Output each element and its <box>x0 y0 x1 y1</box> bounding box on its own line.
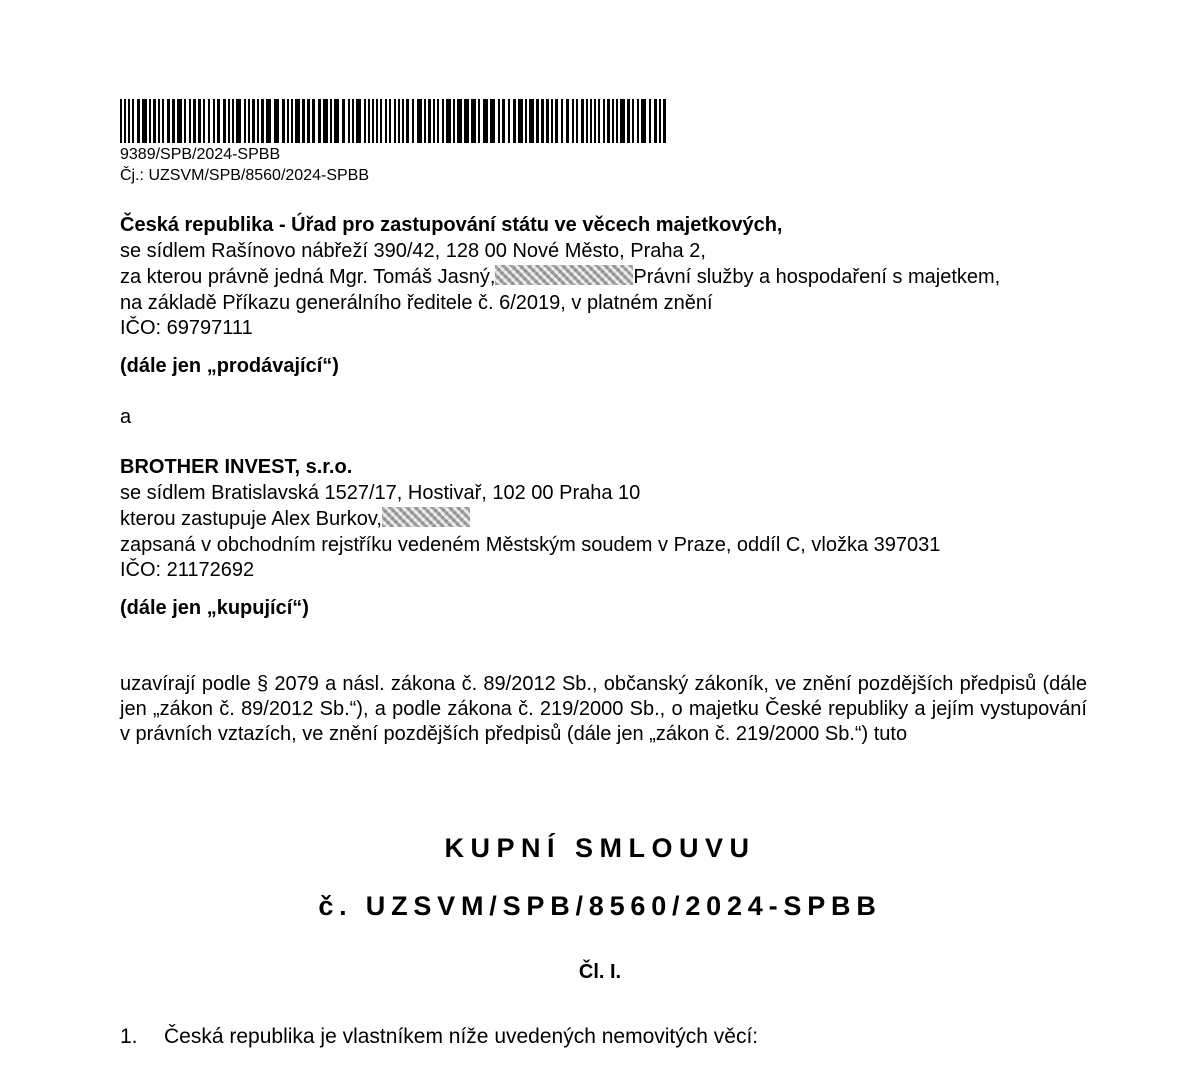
barcode-bar <box>536 99 539 143</box>
seller-name: Česká republika - Úřad pro zastupování státu ve věcech majetkových, <box>120 214 783 236</box>
buyer-seat: se sídlem Bratislavská 1527/17, Hostivař, 102 00 Praha 10 <box>120 482 641 504</box>
barcode-bar <box>546 99 549 143</box>
barcode-bar <box>193 99 196 143</box>
reference-number: Čj.: UZSVM/SPB/8560/2024-SPBB <box>120 167 369 184</box>
barcode-bar <box>612 99 614 143</box>
barcode-bar <box>581 99 584 143</box>
barcode-bar <box>620 99 625 143</box>
barcode-bar <box>632 99 634 143</box>
barcode-bar <box>412 99 414 143</box>
barcode-bar <box>525 99 527 143</box>
barcode-bar <box>244 99 246 143</box>
barcode-bar <box>177 99 182 143</box>
barcode-bar <box>198 99 201 143</box>
barcode-bar <box>453 99 455 143</box>
barcode-bar <box>149 99 151 143</box>
contract-number: č. UZSVM/SPB/8560/2024-SPBB <box>318 891 882 921</box>
barcode-bar <box>137 99 140 143</box>
barcode-bar <box>318 99 321 143</box>
seller-representative-prefix: za kterou právně jedná Mgr. Tomáš Jasný, <box>120 266 496 288</box>
barcode-bar <box>372 99 374 143</box>
barcode-bar <box>307 99 310 143</box>
barcode-bar <box>576 99 578 143</box>
barcode-bar <box>330 99 332 143</box>
barcode-bar <box>356 99 361 143</box>
barcode-bar <box>217 99 220 143</box>
barcode-bar <box>132 99 134 143</box>
barcode <box>120 99 668 143</box>
barcode-bar <box>566 99 569 143</box>
barcode-bar <box>529 99 534 143</box>
barcode-bar <box>342 99 345 143</box>
barcode-bar <box>172 99 175 143</box>
barcode-bar <box>124 99 126 143</box>
redacted-area <box>382 507 470 527</box>
barcode-bar <box>153 99 156 143</box>
seller-authority: na základě Příkazu generálního ředitele č. 6/2019, v platném znění <box>120 292 713 314</box>
contract-title: KUPNÍ SMLOUVU <box>444 833 756 863</box>
barcode-bar <box>167 99 170 143</box>
barcode-bar <box>594 99 596 143</box>
barcode-bar <box>398 99 400 143</box>
barcode-bar <box>376 99 378 143</box>
barcode-bar <box>120 99 122 143</box>
barcode-bar <box>649 99 651 143</box>
barcode-bar <box>158 99 160 143</box>
barcode-bar <box>433 99 435 143</box>
barcode-bar <box>572 99 574 143</box>
barcode-bar <box>162 99 164 143</box>
barcode-bar <box>490 99 495 143</box>
barcode-bar <box>541 99 544 143</box>
seller-representative <box>120 265 1000 289</box>
preamble-paragraph: uzavírají podle § 2079 a násl. zákona č. 89/2012 Sb., občanský zákoník, ve znění pozdějších předpisů (dále jen „zákon č. 89/2012 Sb.“), a podle zákona č. 219/2000 Sb., o majetku České republiky a jejím vystupování v právních vztazích, ve znění pozdějších předpisů (dále jen „zákon č. 219/2000 Sb.“) tuto <box>120 673 1087 745</box>
barcode-bar <box>424 99 426 143</box>
barcode-bar <box>394 99 396 143</box>
barcode-bar <box>364 99 366 143</box>
barcode-bar <box>598 99 600 143</box>
barcode-bar <box>551 99 553 143</box>
barcode-bar <box>428 99 431 143</box>
barcode-bar <box>508 99 510 143</box>
barcode-bar <box>368 99 370 143</box>
list-item-number: 1. <box>120 1025 138 1048</box>
barcode-bar <box>637 99 639 143</box>
barcode-bar <box>654 99 657 143</box>
conjunction: a <box>120 406 132 428</box>
barcode-bar <box>236 99 241 143</box>
barcode-bar <box>189 99 191 143</box>
barcode-bar <box>184 99 186 143</box>
article-heading: Čl. I. <box>578 961 622 983</box>
seller-seat: se sídlem Rašínovo nábřeží 390/42, 128 00 Nové Město, Praha 2, <box>120 240 706 262</box>
barcode-bar <box>406 99 409 143</box>
barcode-bar <box>471 99 476 143</box>
barcode-bar <box>291 99 293 143</box>
barcode-bar <box>402 99 404 143</box>
barcode-id: 9389/SPB/2024-SPBB <box>120 146 281 163</box>
barcode-bar <box>232 99 234 143</box>
barcode-bar <box>518 99 523 143</box>
barcode-bar <box>616 99 618 143</box>
barcode-bar <box>302 99 305 143</box>
barcode-bar <box>498 99 500 143</box>
barcode-bar <box>287 99 289 143</box>
barcode-bar <box>464 99 469 143</box>
barcode-bar <box>295 99 300 143</box>
barcode-bar <box>627 99 630 143</box>
barcode-bar <box>437 99 439 143</box>
barcode-bar <box>213 99 215 143</box>
barcode-bar <box>312 99 315 143</box>
barcode-bar <box>417 99 422 143</box>
barcode-bar <box>257 99 259 143</box>
barcode-bar <box>502 99 505 143</box>
barcode-bar <box>603 99 605 143</box>
buyer-ico: IČO: 21172692 <box>120 559 255 581</box>
buyer-name: BROTHER INVEST, s.r.o. <box>120 456 353 478</box>
redacted-area <box>495 265 633 285</box>
seller-alias: (dále jen „prodávající“) <box>120 355 339 377</box>
barcode-bar <box>228 99 230 143</box>
barcode-bar <box>483 99 488 143</box>
barcode-bar <box>586 99 588 143</box>
barcode-bar <box>442 99 444 143</box>
barcode-bar <box>352 99 354 143</box>
barcode-bar <box>248 99 250 143</box>
barcode-bar <box>561 99 563 143</box>
barcode-bar <box>446 99 451 143</box>
barcode-bar <box>208 99 210 143</box>
barcode-bar <box>323 99 328 143</box>
barcode-bar <box>380 99 382 143</box>
barcode-bar <box>389 99 391 143</box>
barcode-bar <box>252 99 255 143</box>
barcode-bar <box>266 99 271 143</box>
buyer-representative-prefix: kterou zastupuje Alex Burkov, <box>120 508 382 530</box>
barcode-bar <box>385 99 387 143</box>
barcode-bar <box>513 99 516 143</box>
barcode-bar <box>274 99 279 143</box>
barcode-bar <box>659 99 661 143</box>
list-item-text: Česká republika je vlastníkem níže uvedených nemovitých věcí: <box>164 1025 759 1048</box>
barcode-bar <box>223 99 226 143</box>
barcode-bar <box>348 99 350 143</box>
barcode-bar <box>607 99 610 143</box>
barcode-bar <box>457 99 462 143</box>
barcode-bar <box>261 99 264 143</box>
buyer-alias: (dále jen „kupující“) <box>120 597 309 619</box>
barcode-bar <box>641 99 646 143</box>
barcode-bar <box>142 99 147 143</box>
buyer-representative <box>120 507 470 531</box>
barcode-bar <box>334 99 339 143</box>
seller-ico: IČO: 69797111 <box>120 317 253 339</box>
barcode-bar <box>478 99 480 143</box>
barcode-bar <box>590 99 592 143</box>
barcode-bar <box>128 99 130 143</box>
barcode-bar <box>663 99 666 143</box>
barcode-bar <box>282 99 285 143</box>
barcode-bar <box>203 99 205 143</box>
barcode-bar <box>555 99 558 143</box>
buyer-registry: zapsaná v obchodním rejstříku vedeném Městským soudem v Praze, oddíl C, vložka 397031 <box>120 534 941 556</box>
seller-representative-suffix: Právní služby a hospodaření s majetkem, <box>633 266 1001 288</box>
